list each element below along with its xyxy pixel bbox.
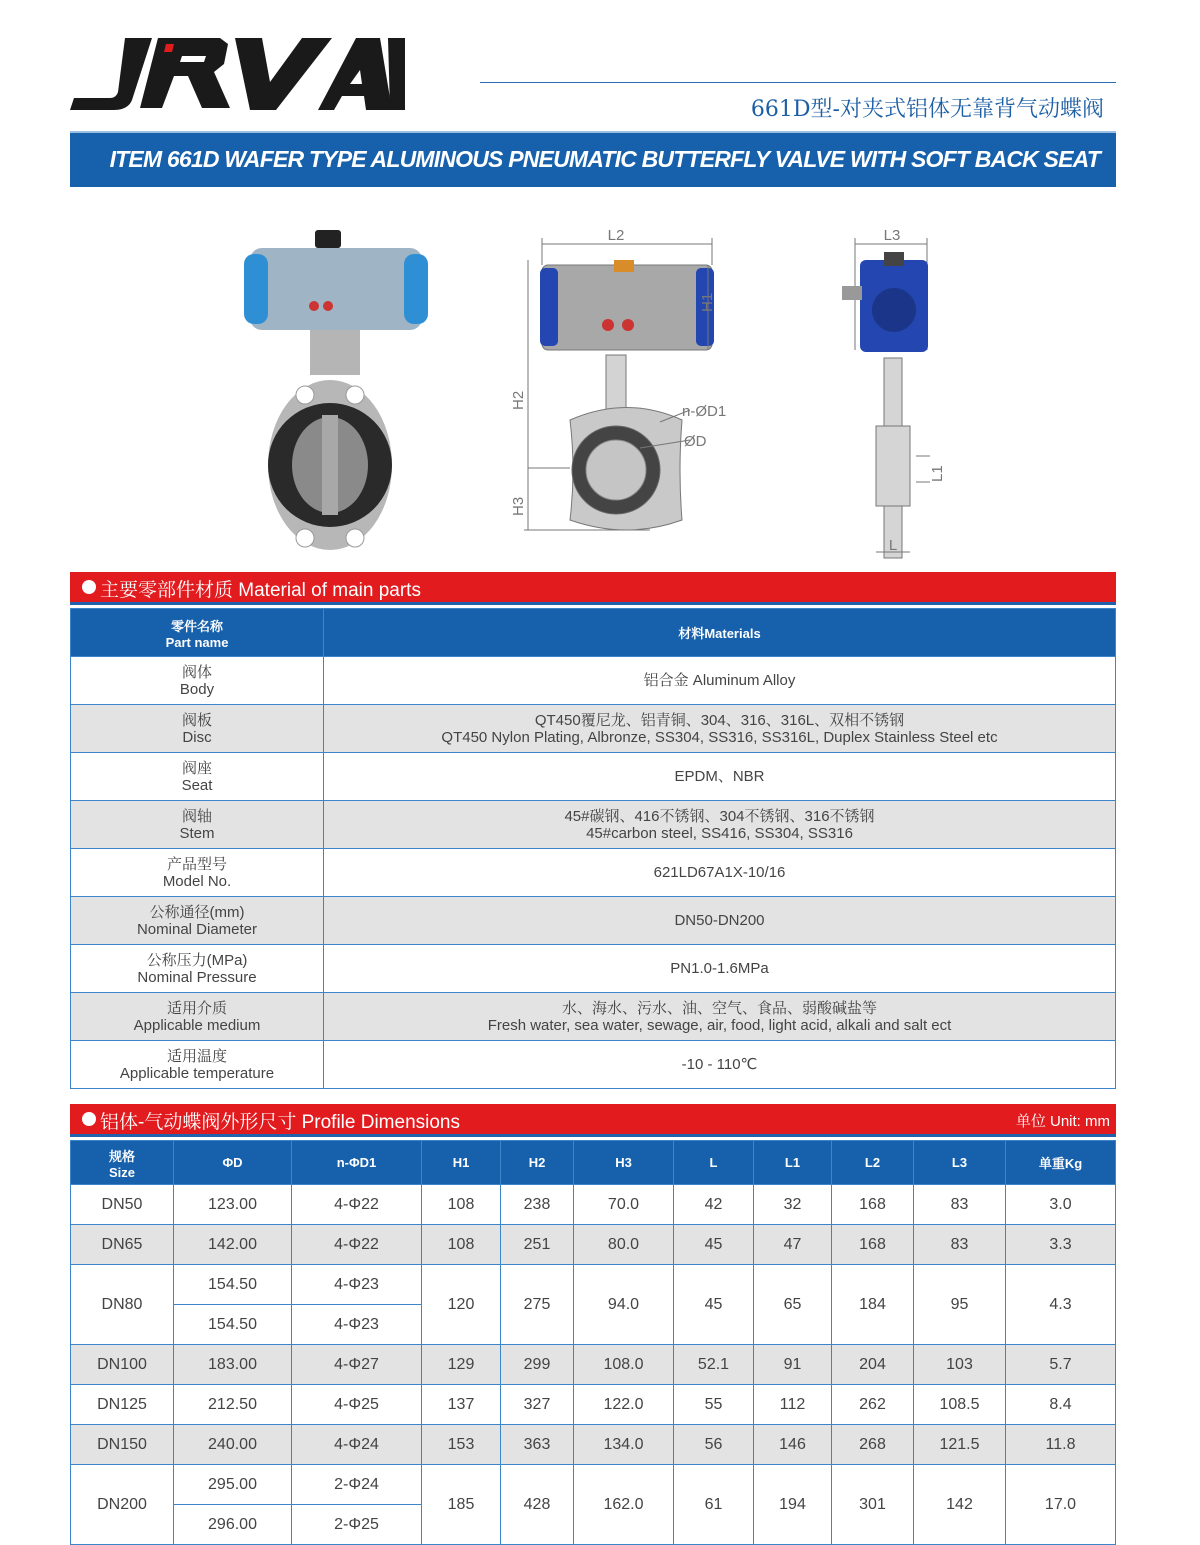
L-cell: 52.1 [674,1345,754,1385]
material-line-2: 45#carbon steel, SS416, SS304, SS316 [586,824,853,842]
part-name-en: Applicable temperature [119,1064,275,1082]
weight-cell: 8.4 [1006,1385,1116,1425]
material-line-1: DN50-DN200 [674,912,765,929]
L-cell: 55 [674,1385,754,1425]
material-row [71,993,1116,1041]
H2-cell: 363 [501,1425,574,1465]
materials-header: 材料Materials [324,609,1116,657]
valve-photo [244,230,428,550]
H3-cell: 94.0 [574,1265,674,1345]
dimension-row [71,1385,1116,1425]
D-cell: 212.50 [174,1385,292,1425]
part-name-en: Nominal Pressure [137,968,257,986]
size-cell: DN200 [71,1465,174,1545]
H2-header: H2 [501,1141,574,1185]
L-cell: 61 [674,1465,754,1545]
L3-cell: 83 [914,1225,1006,1265]
part-name-en: Model No. [162,872,232,890]
material-row [71,753,1116,801]
part-name-cn: 阀板 [181,711,212,729]
D-cell: 123.00 [174,1185,292,1225]
nD1-cell: 4-Φ22 [292,1185,422,1225]
jrval-logo [70,30,405,115]
L3-cell: 83 [914,1185,1006,1225]
material-line-1: 45#碳钢、416不锈钢、304不锈钢、316不锈钢 [564,807,875,825]
size-cell: DN80 [71,1265,174,1345]
material-line-1: -10 - 110℃ [681,1056,758,1073]
nD1-cell: 4-Φ25 [292,1385,422,1425]
L3-cell: 142 [914,1465,1006,1545]
part-name-en: Nominal Diameter [136,920,258,938]
L2-cell: 168 [832,1225,914,1265]
material-row [71,849,1116,897]
part-name-cell [71,801,324,849]
label-L2: L2 [607,227,625,244]
D-cell: 154.50 [174,1305,292,1345]
H2-cell: 238 [501,1185,574,1225]
D-header: ΦD [174,1141,292,1185]
part-name-cn: 公称压力(MPa) [146,951,248,969]
part-name-cell [71,993,324,1041]
nD1-cell: 4-Φ24 [292,1425,422,1465]
L1-header: L1 [754,1141,832,1185]
label-H2: H2 [510,390,527,410]
nD1-cell: 4-Φ27 [292,1345,422,1385]
H2-cell: 299 [501,1345,574,1385]
materials-section-title: 主要零部件材质 Material of main parts [100,580,421,601]
side-dimension-drawing [842,238,930,558]
material-line-2: Fresh water, sea water, sewage, air, food, light acid, alkali and salt ect [487,1016,952,1034]
L1-cell: 47 [754,1225,832,1265]
size-header-cn: 规格 [108,1148,135,1164]
L2-cell: 301 [832,1465,914,1545]
label-nD1: n-ØD1 [682,403,727,420]
H3-cell: 134.0 [574,1425,674,1465]
H1-cell: 129 [422,1345,501,1385]
material-row [71,801,1116,849]
part-name-header [71,609,324,657]
part-name-header-cn: 零件名称 [170,618,223,634]
unit-label: 单位 Unit: mm [1015,1113,1110,1130]
part-name-cn: 阀轴 [181,807,212,825]
label-L3: L3 [883,227,901,244]
part-name-cn: 公称通径(mm) [149,903,245,921]
part-name-cell [71,657,324,705]
H2-cell: 428 [501,1465,574,1545]
D-cell: 154.50 [174,1265,292,1305]
L2-cell: 268 [832,1425,914,1465]
H1-cell: 153 [422,1425,501,1465]
size-cell: DN150 [71,1425,174,1465]
material-cell [324,993,1116,1041]
materials-table [70,608,1116,1089]
L2-cell: 262 [832,1385,914,1425]
dimension-row [71,1225,1116,1265]
L3-cell: 95 [914,1265,1006,1345]
product-title-bar [70,131,1116,187]
L1-cell: 91 [754,1345,832,1385]
material-line-1: EPDM、NBR [674,768,765,785]
L1-cell: 32 [754,1185,832,1225]
bullet-icon [82,1112,96,1126]
L-cell: 42 [674,1185,754,1225]
label-D: ØD [684,433,707,450]
part-name-cell [71,753,324,801]
part-name-cn: 适用介质 [166,999,227,1017]
size-cell: DN125 [71,1385,174,1425]
label-H1: H1 [699,292,716,312]
material-cell [324,753,1116,801]
part-name-cell [71,849,324,897]
material-line-2: QT450 Nylon Plating, Albronze, SS304, SS316, SS316L, Duplex Stainless Steel etc [441,728,998,746]
weight-header: 单重Kg [1006,1141,1116,1185]
part-name-header-en: Part name [165,634,229,650]
H3-cell: 162.0 [574,1465,674,1545]
weight-cell: 3.3 [1006,1225,1116,1265]
material-line-1: PN1.0-1.6MPa [670,960,769,977]
L-header: L [674,1141,754,1185]
label-L1: L1 [929,465,946,482]
H2-cell: 275 [501,1265,574,1345]
L-cell: 45 [674,1265,754,1345]
D-cell: 142.00 [174,1225,292,1265]
material-row [71,705,1116,753]
size-header-en: Size [108,1164,135,1180]
material-cell [324,1041,1116,1089]
dimensions-section-bar [70,1104,1116,1137]
D-cell: 240.00 [174,1425,292,1465]
material-cell [324,657,1116,705]
size-cell: DN65 [71,1225,174,1265]
weight-cell: 4.3 [1006,1265,1116,1345]
nD1-cell: 4-Φ23 [292,1265,422,1305]
H2-cell: 327 [501,1385,574,1425]
size-header [71,1141,174,1185]
material-cell [324,849,1116,897]
H3-cell: 70.0 [574,1185,674,1225]
size-cell: DN100 [71,1345,174,1385]
L-cell: 45 [674,1225,754,1265]
L3-cell: 121.5 [914,1425,1006,1465]
H1-cell: 108 [422,1225,501,1265]
dimension-row [71,1345,1116,1385]
part-name-cell [71,897,324,945]
H3-header: H3 [574,1141,674,1185]
part-name-en: Stem [179,824,215,842]
part-name-en: Seat [181,776,213,794]
material-line-1: QT450覆尼龙、铝青铜、304、316、316L、双相不锈钢 [534,711,905,729]
dimension-row [71,1465,1116,1505]
part-name-cell [71,1041,324,1089]
dimension-row [71,1265,1116,1305]
H1-header: H1 [422,1141,501,1185]
material-cell [324,897,1116,945]
material-row [71,1041,1116,1089]
nD1-cell: 4-Φ22 [292,1225,422,1265]
H3-cell: 122.0 [574,1385,674,1425]
L1-cell: 194 [754,1465,832,1545]
material-line-1: 621LD67A1X-10/16 [653,864,786,881]
front-dimension-drawing [524,238,714,530]
weight-cell: 11.8 [1006,1425,1116,1465]
L2-cell: 184 [832,1265,914,1345]
D-cell: 295.00 [174,1465,292,1505]
H3-cell: 80.0 [574,1225,674,1265]
part-name-en: Disc [182,728,212,746]
D-cell: 296.00 [174,1505,292,1545]
material-cell [324,705,1116,753]
material-row [71,897,1116,945]
dimension-row [71,1425,1116,1465]
product-subtitle-cn: 661D型-对夹式铝体无靠背气动蝶阀 [750,97,1104,122]
H1-cell: 185 [422,1465,501,1545]
weight-cell: 5.7 [1006,1345,1116,1385]
weight-cell: 3.0 [1006,1185,1116,1225]
part-name-en: Body [179,680,215,698]
part-name-cn: 阀体 [181,663,212,681]
H1-cell: 108 [422,1185,501,1225]
D-cell: 183.00 [174,1345,292,1385]
nD1-cell: 2-Φ24 [292,1465,422,1505]
part-name-cn: 阀座 [181,759,212,777]
material-line-1: 铝合金 Aluminum Alloy [643,672,796,689]
L3-header: L3 [914,1141,1006,1185]
L2-header: L2 [832,1141,914,1185]
L2-cell: 204 [832,1345,914,1385]
H1-cell: 120 [422,1265,501,1345]
dimensions-table [70,1140,1116,1545]
weight-cell: 17.0 [1006,1465,1116,1545]
material-cell [324,801,1116,849]
material-line-1: 水、海水、污水、油、空气、食品、弱酸碱盐等 [561,999,877,1017]
L3-cell: 103 [914,1345,1006,1385]
material-row [71,945,1116,993]
nD1-cell: 4-Φ23 [292,1305,422,1345]
part-name-cn: 适用温度 [166,1047,227,1065]
L1-cell: 65 [754,1265,832,1345]
label-L: L [888,537,898,554]
H3-cell: 108.0 [574,1345,674,1385]
L3-cell: 108.5 [914,1385,1006,1425]
label-H3: H3 [510,496,527,516]
dimension-row [71,1185,1116,1225]
dimensions-section-title: 铝体-气动蝶阀外形尺寸 Profile Dimensions [100,1112,460,1133]
part-name-cell [71,705,324,753]
material-cell [324,945,1116,993]
nD1-header: n-ΦD1 [292,1141,422,1185]
part-name-en: Applicable medium [133,1016,261,1034]
L1-cell: 112 [754,1385,832,1425]
header-rule [480,82,1116,83]
product-illustrations [230,220,970,560]
L2-cell: 168 [832,1185,914,1225]
H1-cell: 137 [422,1385,501,1425]
nD1-cell: 2-Φ25 [292,1505,422,1545]
materials-section-bar [70,572,1116,605]
L-cell: 56 [674,1425,754,1465]
part-name-cell [71,945,324,993]
size-cell: DN50 [71,1185,174,1225]
bullet-icon [82,580,96,594]
material-row [71,657,1116,705]
L1-cell: 146 [754,1425,832,1465]
H2-cell: 251 [501,1225,574,1265]
product-title-en: ITEM 661D WAFER TYPE ALUMINOUS PNEUMATIC BUTTERFLY VALVE WITH SOFT BACK SEAT [109,146,1100,172]
part-name-cn: 产品型号 [166,855,227,873]
